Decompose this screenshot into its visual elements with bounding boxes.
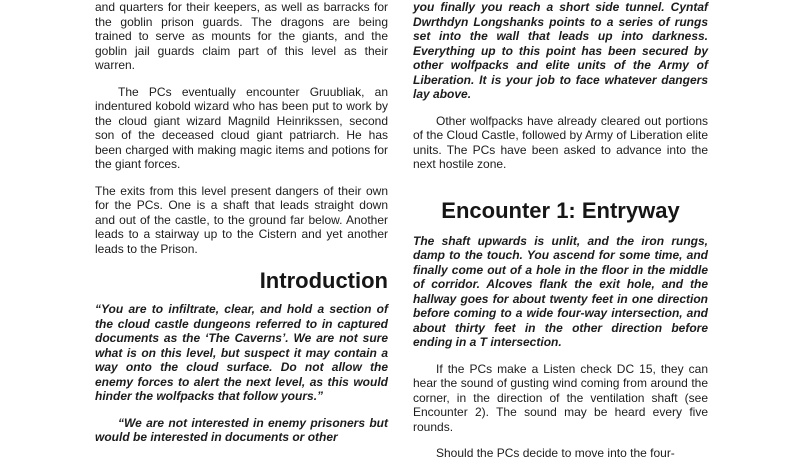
read-aloud-paragraph: The shaft upwards is unlit, and the iron rungs, damp to the touch. You ascend for some time, and finally come out of a hole in the floor in the middle of corridor. Alcoves flank the exit hole, and the hallway goes for about twenty feet in one direction before coming to a wide four-way intersection, and about thirty feet in the other direction before ending in a T intersection. bbox=[413, 233, 708, 349]
right-column bbox=[413, 0, 708, 473]
read-aloud-paragraph: you finally you reach a short side tunnel. Cyntaf Dwrthdyn Longshanks points to a series of rungs set into the wall that leads up into darkness. Everything up to this point has been secured by other wolfpacks and elite units of the Army of Liberation. It is your job to face whatever dangers lay above. bbox=[413, 0, 708, 101]
section-heading-introduction: Introduction bbox=[259, 268, 388, 293]
section-heading-encounter-1-entryway: Encounter 1: Entryway bbox=[441, 197, 680, 223]
read-aloud-paragraph: “You are to infiltrate, clear, and hold a section of the cloud castle dungeons referred to in captured documents as the ‘The Caverns’. We are not sure what is on this level, but suspect it may contain a way onto the cloud surface. Do not allow the enemy forces to alert the next level, as this would hinder the wolfpacks that follow yours.” bbox=[95, 302, 388, 403]
paragraph: and quarters for their keepers, as well as barracks for the goblin prison guards. The dragons are being trained to serve as mounts for the giants, and the goblin jail guards claim part of this level as their warren. bbox=[95, 0, 388, 72]
left-column bbox=[95, 0, 388, 457]
paragraph: If the PCs make a Listen check DC 15, they can hear the sound of gusting wind coming from around the corner, in the direction of the ventilation shaft (see Encounter 2). The sound may be heard every five rounds. bbox=[413, 361, 708, 434]
paragraph: Other wolfpacks have already cleared out portions of the Cloud Castle, followed by Army of Liberation elite units. The PCs have been asked to advance into the next hostile zone. bbox=[413, 113, 708, 171]
read-aloud-paragraph: “We are not interested in enemy prisoners but would be interested in documents or other bbox=[95, 415, 388, 444]
paragraph: The exits from this level present dangers of their own for the PCs. One is a shaft that leads straight down and out of the castle, to the ground far below. Another leads to a stairway up to the Cistern and yet another leads to the Prison. bbox=[95, 183, 388, 256]
paragraph: The PCs eventually encounter Gruubliak, an indentured kobold wizard who has been put to work by the cloud giant wizard Magnild Heinrikssen, second son of the deceased cloud giant patriarch. He has been charged with making magic items and potions for the giant forces. bbox=[95, 84, 388, 171]
paragraph: Should the PCs decide to move into the four- bbox=[436, 446, 675, 460]
